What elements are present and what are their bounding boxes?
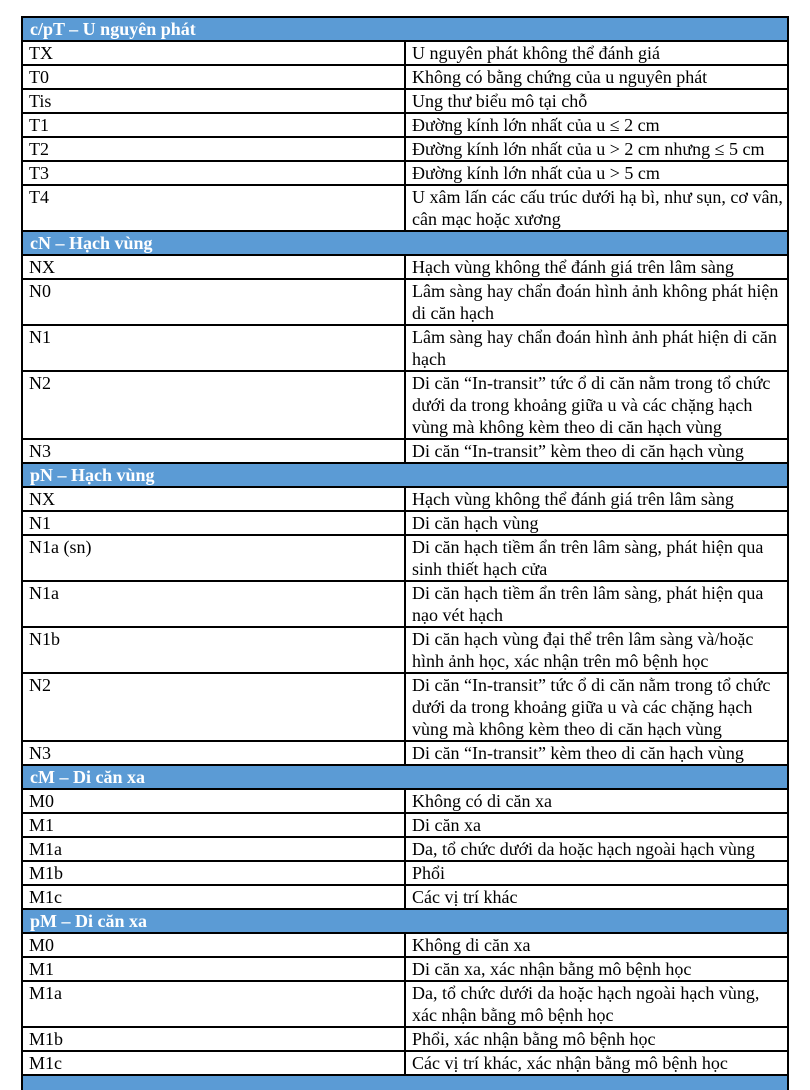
section-header-row bbox=[22, 765, 788, 789]
table-row bbox=[22, 439, 788, 463]
category-description-cell: Các vị trí khác bbox=[405, 885, 788, 909]
category-code-cell: M0 bbox=[22, 933, 405, 957]
category-description-cell: U xâm lấn các cấu trúc dưới hạ bì, như sụn, cơ vân, cân mạc hoặc xương bbox=[405, 185, 788, 231]
table-row bbox=[22, 535, 788, 581]
section-header-row bbox=[22, 909, 788, 933]
category-description-cell: Lâm sàng hay chẩn đoán hình ảnh không phát hiện di căn hạch bbox=[405, 279, 788, 325]
category-description-cell: Đường kính lớn nhất của u > 2 cm nhưng ≤ 5 cm bbox=[405, 137, 788, 161]
section-header-row bbox=[22, 231, 788, 255]
category-code-cell: N1b bbox=[22, 627, 405, 673]
category-code-cell: M1 bbox=[22, 957, 405, 981]
category-code-cell: T0 bbox=[22, 65, 405, 89]
category-description-cell: Lâm sàng hay chẩn đoán hình ảnh phát hiện di căn hạch bbox=[405, 325, 788, 371]
category-code-cell: N3 bbox=[22, 439, 405, 463]
category-description-cell: Di căn hạch tiềm ẩn trên lâm sàng, phát hiện qua sinh thiết hạch cửa bbox=[405, 535, 788, 581]
category-code-cell: N2 bbox=[22, 673, 405, 741]
category-code-cell: T2 bbox=[22, 137, 405, 161]
category-code-cell: T1 bbox=[22, 113, 405, 137]
category-description-cell: Không có bằng chứng của u nguyên phát bbox=[405, 65, 788, 89]
table-row bbox=[22, 789, 788, 813]
section-header-row bbox=[22, 17, 788, 41]
table-row bbox=[22, 137, 788, 161]
category-code-cell: M1b bbox=[22, 861, 405, 885]
table-row bbox=[22, 185, 788, 231]
category-code-cell: Tis bbox=[22, 89, 405, 113]
table-row bbox=[22, 885, 788, 909]
section-header-row bbox=[22, 463, 788, 487]
category-description-cell: U nguyên phát không thể đánh giá bbox=[405, 41, 788, 65]
category-code-cell: TX bbox=[22, 41, 405, 65]
table-row bbox=[22, 371, 788, 439]
table-row bbox=[22, 113, 788, 137]
category-code-cell: T3 bbox=[22, 161, 405, 185]
table-row bbox=[22, 581, 788, 627]
category-description-cell: Phổi, xác nhận bằng mô bệnh học bbox=[405, 1027, 788, 1051]
section-header-label: cN – Hạch vùng bbox=[22, 231, 788, 255]
category-description-cell: Di căn “In-transit” kèm theo di căn hạch vùng bbox=[405, 741, 788, 765]
table-row bbox=[22, 813, 788, 837]
category-description-cell: Ung thư biểu mô tại chỗ bbox=[405, 89, 788, 113]
category-code-cell: N1 bbox=[22, 511, 405, 535]
category-code-cell: N1 bbox=[22, 325, 405, 371]
category-description-cell: Di căn “In-transit” kèm theo di căn hạch vùng bbox=[405, 439, 788, 463]
table-row bbox=[22, 511, 788, 535]
category-description-cell: Đường kính lớn nhất của u > 5 cm bbox=[405, 161, 788, 185]
table-row bbox=[22, 279, 788, 325]
table-row bbox=[22, 837, 788, 861]
table-row bbox=[22, 89, 788, 113]
category-code-cell: N1a bbox=[22, 581, 405, 627]
category-code-cell: M1a bbox=[22, 981, 405, 1027]
table-row bbox=[22, 487, 788, 511]
category-code-cell: N1a (sn) bbox=[22, 535, 405, 581]
table-row bbox=[22, 981, 788, 1027]
category-code-cell: NX bbox=[22, 487, 405, 511]
table-row bbox=[22, 673, 788, 741]
category-description-cell: Các vị trí khác, xác nhận bằng mô bệnh học bbox=[405, 1051, 788, 1075]
category-code-cell: M1b bbox=[22, 1027, 405, 1051]
tnm-table-body bbox=[22, 17, 788, 1075]
category-code-cell: M1a bbox=[22, 837, 405, 861]
category-code-cell: M1c bbox=[22, 1051, 405, 1075]
section-header-label: pM – Di căn xa bbox=[22, 909, 788, 933]
section-header-label: c/pT – U nguyên phát bbox=[22, 17, 788, 41]
category-description-cell: Không di căn xa bbox=[405, 933, 788, 957]
table-row bbox=[22, 325, 788, 371]
category-description-cell: Phổi bbox=[405, 861, 788, 885]
document-page bbox=[21, 16, 789, 1090]
partial-next-section-header-bar bbox=[21, 1076, 789, 1090]
category-description-cell: Không có di căn xa bbox=[405, 789, 788, 813]
category-code-cell: T4 bbox=[22, 185, 405, 231]
category-description-cell: Hạch vùng không thể đánh giá trên lâm sàng bbox=[405, 255, 788, 279]
category-description-cell: Da, tổ chức dưới da hoặc hạch ngoài hạch vùng, xác nhận bằng mô bệnh học bbox=[405, 981, 788, 1027]
table-row bbox=[22, 1051, 788, 1075]
category-description-cell: Da, tổ chức dưới da hoặc hạch ngoài hạch vùng bbox=[405, 837, 788, 861]
category-code-cell: M1 bbox=[22, 813, 405, 837]
category-description-cell: Di căn “In-transit” tức ổ di căn nằm trong tổ chức dưới da trong khoảng giữa u và các chặng hạch vùng mà không kèm theo di căn hạch vùng bbox=[405, 371, 788, 439]
section-header-label: cM – Di căn xa bbox=[22, 765, 788, 789]
category-description-cell: Hạch vùng không thể đánh giá trên lâm sàng bbox=[405, 487, 788, 511]
category-code-cell: N3 bbox=[22, 741, 405, 765]
category-description-cell: Di căn hạch vùng đại thể trên lâm sàng và/hoặc hình ảnh học, xác nhận trên mô bệnh học bbox=[405, 627, 788, 673]
table-row bbox=[22, 933, 788, 957]
category-code-cell: M0 bbox=[22, 789, 405, 813]
table-row bbox=[22, 741, 788, 765]
category-code-cell: M1c bbox=[22, 885, 405, 909]
category-code-cell: N0 bbox=[22, 279, 405, 325]
table-row bbox=[22, 255, 788, 279]
category-description-cell: Di căn “In-transit” tức ổ di căn nằm trong tổ chức dưới da trong khoảng giữa u và các chặng hạch vùng mà không kèm theo di căn hạch vùng bbox=[405, 673, 788, 741]
tnm-classification-table bbox=[21, 16, 789, 1076]
section-header-label: pN – Hạch vùng bbox=[22, 463, 788, 487]
table-row bbox=[22, 1027, 788, 1051]
table-row bbox=[22, 65, 788, 89]
category-description-cell: Di căn xa, xác nhận bằng mô bệnh học bbox=[405, 957, 788, 981]
table-row bbox=[22, 957, 788, 981]
category-description-cell: Đường kính lớn nhất của u ≤ 2 cm bbox=[405, 113, 788, 137]
category-description-cell: Di căn hạch vùng bbox=[405, 511, 788, 535]
category-code-cell: N2 bbox=[22, 371, 405, 439]
table-row bbox=[22, 627, 788, 673]
category-code-cell: NX bbox=[22, 255, 405, 279]
category-description-cell: Di căn xa bbox=[405, 813, 788, 837]
table-row bbox=[22, 161, 788, 185]
table-row bbox=[22, 41, 788, 65]
table-row bbox=[22, 861, 788, 885]
category-description-cell: Di căn hạch tiềm ẩn trên lâm sàng, phát hiện qua nạo vét hạch bbox=[405, 581, 788, 627]
